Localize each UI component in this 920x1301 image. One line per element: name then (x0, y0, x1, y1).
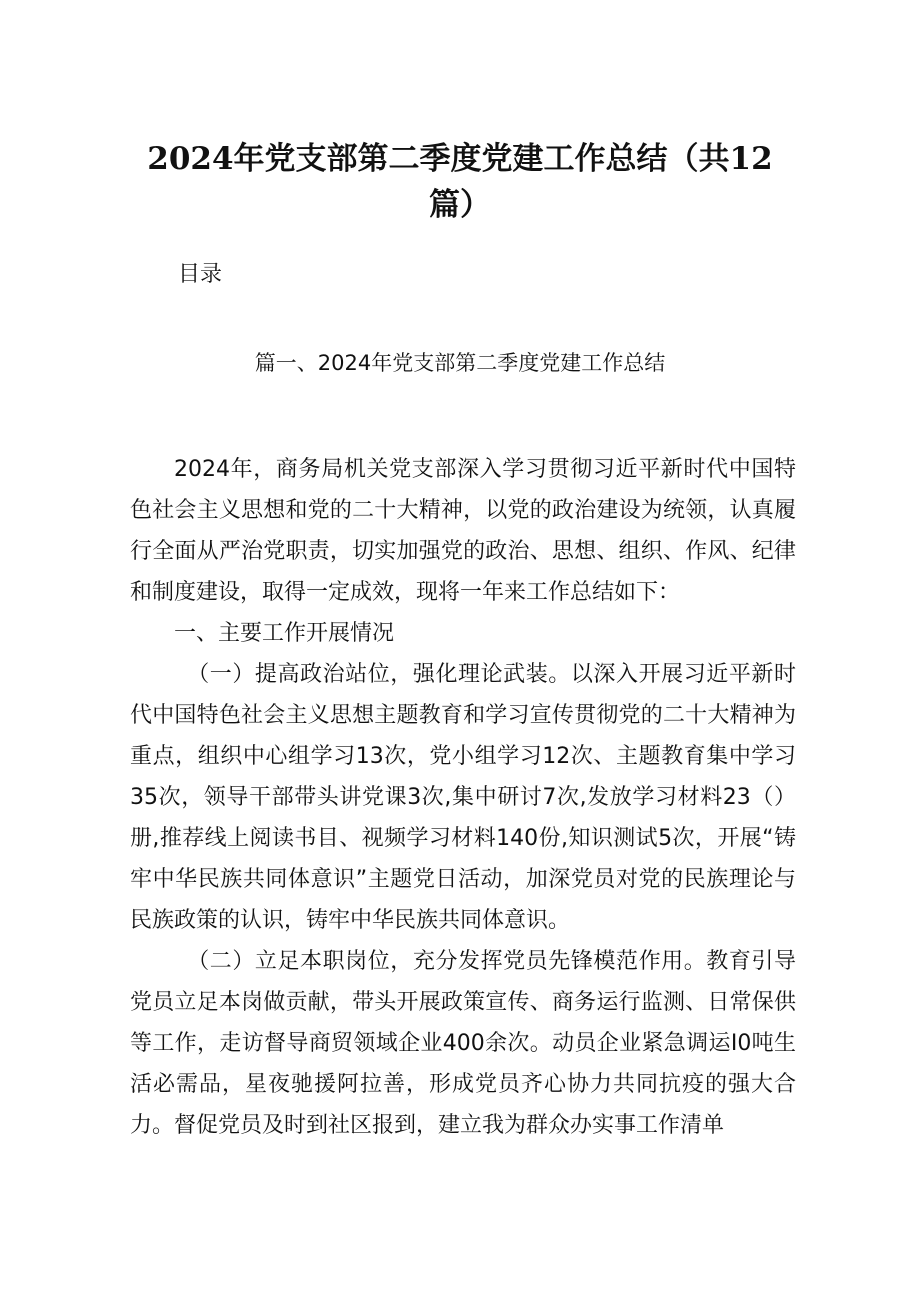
body-paragraph-intro: 2024年，商务局机关党支部深入学习贯彻习近平新时代中国特色社会主义思想和党的二十大精神，以党的政治建设为统领，认真履行全面从严治党职责，切实加强党的政治、思想、组织、作风、纪律和制度建设，取得一定成效，现将一年来工作总结如下： (130, 457, 796, 605)
toc-item: 篇一、2024年党支部第二季度党建工作总结 (254, 351, 666, 375)
body-paragraph-2: （二）立足本职岗位，充分发挥党员先锋模范作用。教育引导党员立足本岗做贡献，带头开展政策宣传、商务运行监测、日常保供等工作，走访督导商贸领域企业400余次。动员企业紧急调运I0吨生活必需品，星夜驰援阿拉善，形成党员齐心协力共同抗疫的强大合力。督促党员及时到社区报到，建立我为群众办实事工作清单 (130, 949, 796, 1138)
toc-label: 目录 (178, 262, 223, 287)
body-paragraph-1: （一）提高政治站位，强化理论武装。以深入开展习近平新时代中国特色社会主义思想主题教育和学习宣传贯彻党的二十大精神为重点，组织中心组学习13次，党小组学习12次、主题教育集中学习35次，领导干部带头讲党课3次,集中研讨7次,发放学习材料23（）册,推荐线上阅读书目、视频学习材料140份,知识测试5次，开展“铸牢中华民族共同体意识”主题党日活动，加深党员对党的民族理论与民族政策的认识，铸牢中华民族共同体意识。 (130, 662, 796, 933)
document-body (130, 449, 796, 1146)
section-heading: 一、主要工作开展情况 (174, 621, 395, 646)
document-title: 2024年党支部第二季度党建工作总结（共12篇） (147, 141, 773, 223)
